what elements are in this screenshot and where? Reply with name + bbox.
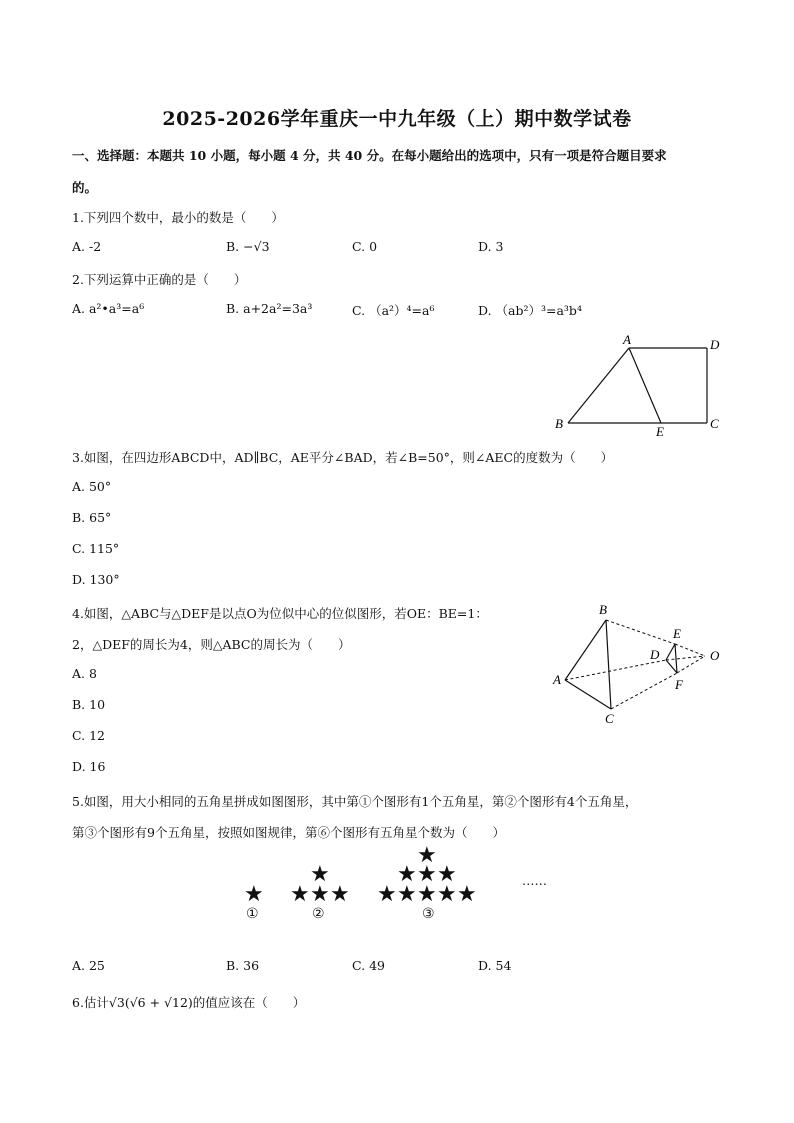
star-icon: ★ — [417, 843, 437, 868]
q3-option-c: C. 115° — [72, 541, 120, 556]
q4-option-d: D. 16 — [72, 759, 106, 774]
star-icon: ★ — [417, 862, 437, 887]
question-5-stem: 5.如图，用大小相同的五角星拼成如图图形，其中第①个图形有1个五角星，第②个图形有4个五角星， — [72, 794, 638, 809]
star-icon: ★ — [310, 862, 330, 887]
q3-quadrilateral-figure — [550, 330, 730, 440]
section-heading-cont: 的。 — [72, 180, 98, 195]
q5-ellipsis: …… — [522, 873, 547, 888]
q1-option-d: D. 3 — [478, 239, 504, 254]
q4-label-f: F — [675, 677, 683, 692]
q1-option-c: C. 0 — [352, 239, 378, 254]
q2-option-c: C. （a²）⁴=a⁶ — [352, 303, 435, 318]
question-3-stem: 3.如图，在四边形ABCD中，AD∥BC，AE平分∠BAD，若∠B=50°，则∠AEC的度数为（ ） — [72, 450, 614, 465]
star-icon: ★ — [310, 882, 330, 907]
q2-option-b: B. a+2a²=3a³ — [226, 301, 313, 316]
q3-label-b: B — [555, 416, 563, 431]
q5-figure-label-3: ③ — [422, 906, 435, 922]
star-icon: ★ — [244, 882, 264, 907]
page-title: 2025-2026学年重庆一中九年级（上）期中数学试卷 — [162, 108, 632, 130]
q4-label-b: B — [599, 602, 607, 617]
q5-option-a: A. 25 — [72, 958, 105, 973]
q3-option-d: D. 130° — [72, 572, 120, 587]
star-icon: ★ — [437, 882, 457, 907]
star-icon: ★ — [417, 882, 437, 907]
q4-option-b: B. 10 — [72, 697, 106, 712]
star-icon: ★ — [397, 862, 417, 887]
q4-similar-triangles-figure — [548, 598, 728, 730]
star-icon: ★ — [330, 882, 350, 907]
star-icon: ★ — [397, 882, 417, 907]
q4-label-d: D — [650, 647, 660, 662]
section-heading: 一、选择题：本题共 10 小题，每小题 4 分，共 40 分。在每小题给出的选项中，只有一项是符合题目要求 — [72, 148, 667, 163]
q1-option-b: B. −√3 — [226, 239, 270, 254]
question-1-stem: 1.下列四个数中，最小的数是（ ） — [72, 210, 284, 225]
q3-option-b: B. 65° — [72, 510, 112, 525]
q3-label-c: C — [710, 416, 719, 431]
q2-option-d: D. （ab²）³=a³b⁴ — [478, 303, 582, 318]
question-4-stem: 4.如图，△ABC与△DEF是以点O为位似中心的位似图形，若OE：BE=1： — [72, 606, 488, 621]
q4-option-c: C. 12 — [72, 728, 105, 743]
q5-figure-label-1: ① — [246, 906, 259, 922]
star-icon: ★ — [290, 882, 310, 907]
q3-label-a: A — [623, 332, 631, 347]
q4-label-c: C — [605, 711, 614, 726]
star-icon: ★ — [377, 882, 397, 907]
q3-option-a: A. 50° — [72, 479, 112, 494]
question-4-stem-cont: 2，△DEF的周长为4，则△ABC的周长为（ ） — [72, 637, 351, 652]
q5-option-d: D. 54 — [478, 958, 512, 973]
q5-option-b: B. 36 — [226, 958, 260, 973]
q2-option-a: A. a²•a³=a⁶ — [72, 301, 145, 316]
star-icon: ★ — [437, 862, 457, 887]
q5-figure-label-2: ② — [312, 906, 325, 922]
question-6-stem: 6.估计√3(√6 + √12)的值应该在（ ） — [72, 995, 306, 1010]
q4-label-o: O — [710, 648, 720, 663]
question-5-stem-cont: 第③个图形有9个五角星，按照如图规律，第⑥个图形有五角星个数为（ ） — [72, 825, 505, 840]
q3-label-e: E — [656, 424, 664, 439]
q1-option-a: A. -2 — [72, 239, 102, 254]
star-icon: ★ — [457, 882, 477, 907]
q4-label-a: A — [553, 672, 561, 687]
question-2-stem: 2.下列运算中正确的是（ ） — [72, 272, 247, 287]
q5-option-c: C. 49 — [352, 958, 385, 973]
q4-label-e: E — [673, 626, 681, 641]
q4-option-a: A. 8 — [72, 666, 97, 681]
q3-label-d: D — [710, 337, 720, 352]
